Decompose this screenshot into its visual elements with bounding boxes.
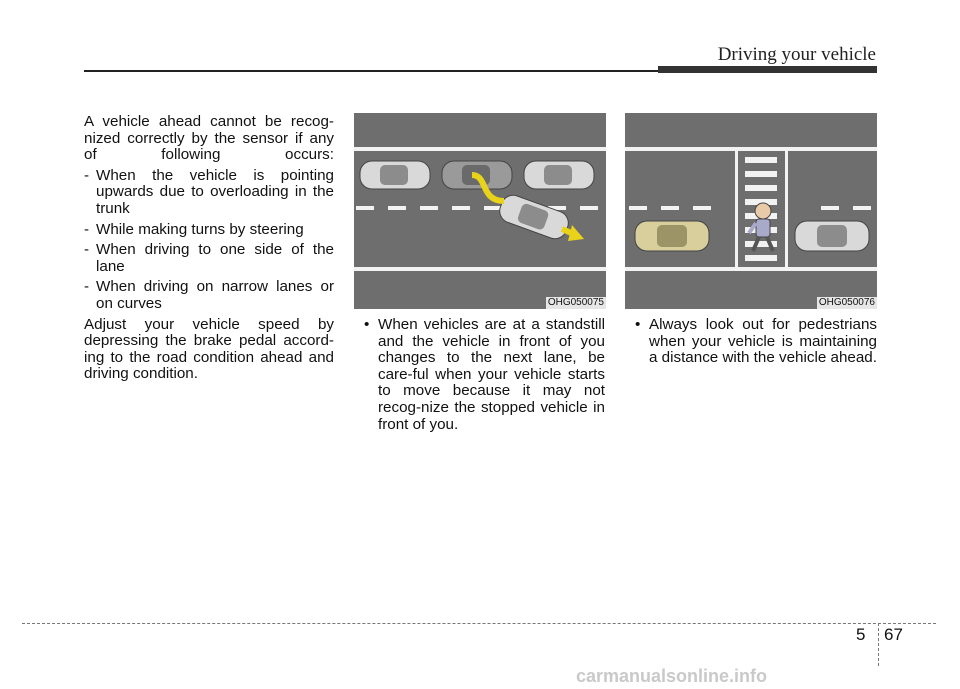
caption-standstill	[364, 317, 605, 433]
figure-code: OHG050075	[547, 297, 604, 308]
caption-pedestrians	[635, 317, 877, 367]
chapter-number: 5	[856, 625, 866, 644]
bullet-marker: •	[364, 316, 370, 333]
list-item	[84, 242, 334, 275]
lane-change-drawing	[354, 113, 606, 309]
outro-paragraph: Adjust your vehicle speed by depressing the brake pedal accord-ing to the road condition ahead and driving condition.	[84, 315, 334, 383]
figure-code: OHG050076	[818, 297, 875, 308]
list-item	[84, 168, 334, 218]
stopped-car-icon	[360, 161, 430, 189]
bullet-marker: •	[635, 316, 641, 333]
intro-paragraph: A vehicle ahead cannot be recog-nized correctly by the sensor if any of following occurs:	[84, 113, 334, 164]
caption-text: Always look out for pedestrians when your vehicle is maintaining a distance with the vehicle ahead.	[649, 316, 877, 367]
pedestrian-crossing-drawing	[625, 113, 877, 309]
dash-marker: -	[84, 220, 90, 238]
caption-text: When vehicles are at a standstill and the vehicle in front of you changes to the next lane, be care-ful when your vehicle starts to move because it may not recog-nize the stopped vehicle in front of you.	[378, 316, 605, 433]
vehicle-ahead-icon	[795, 221, 869, 251]
stopped-car-icon	[524, 161, 594, 189]
header-rule	[84, 70, 660, 72]
list-item-text: When driving to one side of the lane	[96, 241, 334, 275]
watermark: carmanualsonline.info	[576, 666, 768, 686]
footer-rule	[22, 623, 936, 624]
page-number: 67	[884, 625, 903, 644]
list-item	[84, 222, 334, 239]
page-number-separator	[878, 623, 879, 666]
list-item-text: When the vehicle is pointing upwards due to overloading in the trunk	[96, 166, 334, 217]
lane-change-illustration	[354, 113, 606, 309]
list-item-text: While making turns by steering	[96, 220, 304, 238]
list-item	[84, 279, 334, 312]
dash-marker: -	[84, 241, 90, 259]
header-rule-accent	[658, 66, 877, 73]
own-car-icon	[635, 221, 709, 251]
sensor-limitations-column	[84, 114, 334, 387]
pedestrian-crossing-illustration	[625, 113, 877, 309]
section-title: Driving your vehicle	[717, 44, 876, 65]
dash-marker: -	[84, 278, 90, 296]
dash-marker: -	[84, 166, 90, 184]
list-item-text: When driving on narrow lanes or on curves	[96, 278, 334, 312]
